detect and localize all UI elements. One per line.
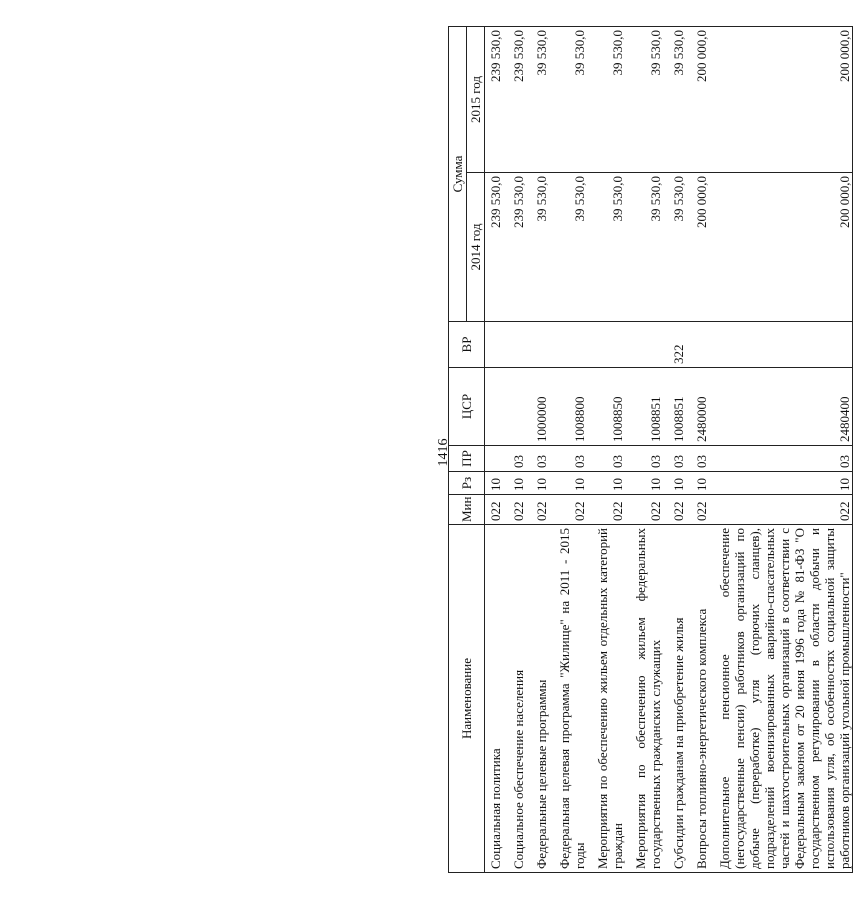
row-min: 022 <box>549 495 587 525</box>
row-vr <box>526 322 549 368</box>
header-csr: ЦСР <box>449 368 485 446</box>
row-rz: 10 <box>709 472 853 495</box>
row-min: 022 <box>503 495 526 525</box>
row-sum-2015: 200 000,0 <box>686 27 709 173</box>
header-vr: ВР <box>449 322 485 368</box>
row-min: 022 <box>686 495 709 525</box>
row-pr: 03 <box>503 446 526 472</box>
header-rz: Рз <box>449 472 485 495</box>
row-pr: 03 <box>625 446 663 472</box>
row-sum-2015: 39 530,0 <box>549 27 587 173</box>
row-rz: 10 <box>549 472 587 495</box>
row-name: Субсидии гражданам на приобретение жилья <box>663 525 686 873</box>
row-name: Федеральная целевая программа "Жилище" на 2011 - 2015 годы <box>549 525 587 873</box>
header-2015: 2015 год <box>467 27 485 173</box>
row-min: 022 <box>709 495 853 525</box>
table-row <box>686 27 709 873</box>
row-pr: 03 <box>587 446 625 472</box>
table-row <box>625 27 663 873</box>
row-csr: 1000000 <box>526 368 549 446</box>
header-2014: 2014 год <box>467 173 485 322</box>
row-name: Дополнительное пенсионное обеспечение (негосударственные пенсии) работников организаций по добыче (переработке) угля (горючих сланцев), подразделений военизированных аварийно-спасательных частей и шахтостроительных организаций в соответствии с Федеральным законом от 20 июня 1996 года № 81-ФЗ "О государственном регулировании в области добычи и использования угля, об особенностях социальной защиты работников организаций угольной промышленности" <box>709 525 853 873</box>
row-sum-2014: 239 530,0 <box>503 173 526 322</box>
row-name: Вопросы топливно-энергетического комплекса <box>686 525 709 873</box>
row-vr: 322 <box>663 322 686 368</box>
table-row <box>587 27 625 873</box>
table-row <box>709 27 853 873</box>
row-pr: 03 <box>526 446 549 472</box>
table-row <box>503 27 526 873</box>
row-sum-2014: 39 530,0 <box>587 173 625 322</box>
row-rz: 10 <box>587 472 625 495</box>
header-name: Наименование <box>449 525 485 873</box>
row-rz: 10 <box>526 472 549 495</box>
row-sum-2014: 200 000,0 <box>686 173 709 322</box>
row-sum-2014: 39 530,0 <box>625 173 663 322</box>
row-name: Социальная политика <box>485 525 504 873</box>
row-sum-2015: 39 530,0 <box>526 27 549 173</box>
header-pr: ПР <box>449 446 485 472</box>
row-rz: 10 <box>663 472 686 495</box>
row-sum-2014: 39 530,0 <box>526 173 549 322</box>
row-sum-2015: 200 000,0 <box>709 27 853 173</box>
table-row <box>549 27 587 873</box>
row-pr: 03 <box>686 446 709 472</box>
row-name: Социальное обеспечение населения <box>503 525 526 873</box>
row-csr: 1008851 <box>663 368 686 446</box>
row-sum-2014: 200 000,0 <box>709 173 853 322</box>
row-csr: 1008800 <box>549 368 587 446</box>
row-sum-2014: 239 530,0 <box>485 173 504 322</box>
row-sum-2014: 39 530,0 <box>663 173 686 322</box>
table-row <box>485 27 504 873</box>
row-rz: 10 <box>503 472 526 495</box>
row-csr: 2480400 <box>709 368 853 446</box>
row-sum-2015: 39 530,0 <box>663 27 686 173</box>
budget-table <box>448 26 853 873</box>
row-csr <box>485 368 504 446</box>
row-csr <box>503 368 526 446</box>
row-sum-2015: 239 530,0 <box>503 27 526 173</box>
row-vr <box>549 322 587 368</box>
row-pr: 03 <box>663 446 686 472</box>
row-sum-2015: 39 530,0 <box>587 27 625 173</box>
row-sum-2014: 39 530,0 <box>549 173 587 322</box>
table-row <box>526 27 549 873</box>
row-pr <box>485 446 504 472</box>
page-number: 1416 <box>436 438 451 467</box>
row-vr <box>503 322 526 368</box>
row-sum-2015: 239 530,0 <box>485 27 504 173</box>
row-rz: 10 <box>625 472 663 495</box>
row-csr: 1008851 <box>625 368 663 446</box>
row-name: Федеральные целевые программы <box>526 525 549 873</box>
table-row <box>663 27 686 873</box>
row-min: 022 <box>485 495 504 525</box>
row-name: Мероприятия по обеспечению жильем отдельных категорий граждан <box>587 525 625 873</box>
header-min: Мин <box>449 495 485 525</box>
row-rz: 10 <box>686 472 709 495</box>
row-min: 022 <box>625 495 663 525</box>
row-vr <box>686 322 709 368</box>
row-min: 022 <box>526 495 549 525</box>
row-min: 022 <box>663 495 686 525</box>
row-vr <box>625 322 663 368</box>
header-sum: Сумма <box>449 27 467 322</box>
row-csr: 1008850 <box>587 368 625 446</box>
row-csr: 2480000 <box>686 368 709 446</box>
row-vr <box>587 322 625 368</box>
row-pr: 03 <box>549 446 587 472</box>
row-vr <box>709 322 853 368</box>
row-pr: 03 <box>709 446 853 472</box>
row-min: 022 <box>587 495 625 525</box>
row-rz: 10 <box>485 472 504 495</box>
row-vr <box>485 322 504 368</box>
row-name: Мероприятия по обеспечению жильем федеральных государственных гражданских служащих <box>625 525 663 873</box>
row-sum-2015: 39 530,0 <box>625 27 663 173</box>
